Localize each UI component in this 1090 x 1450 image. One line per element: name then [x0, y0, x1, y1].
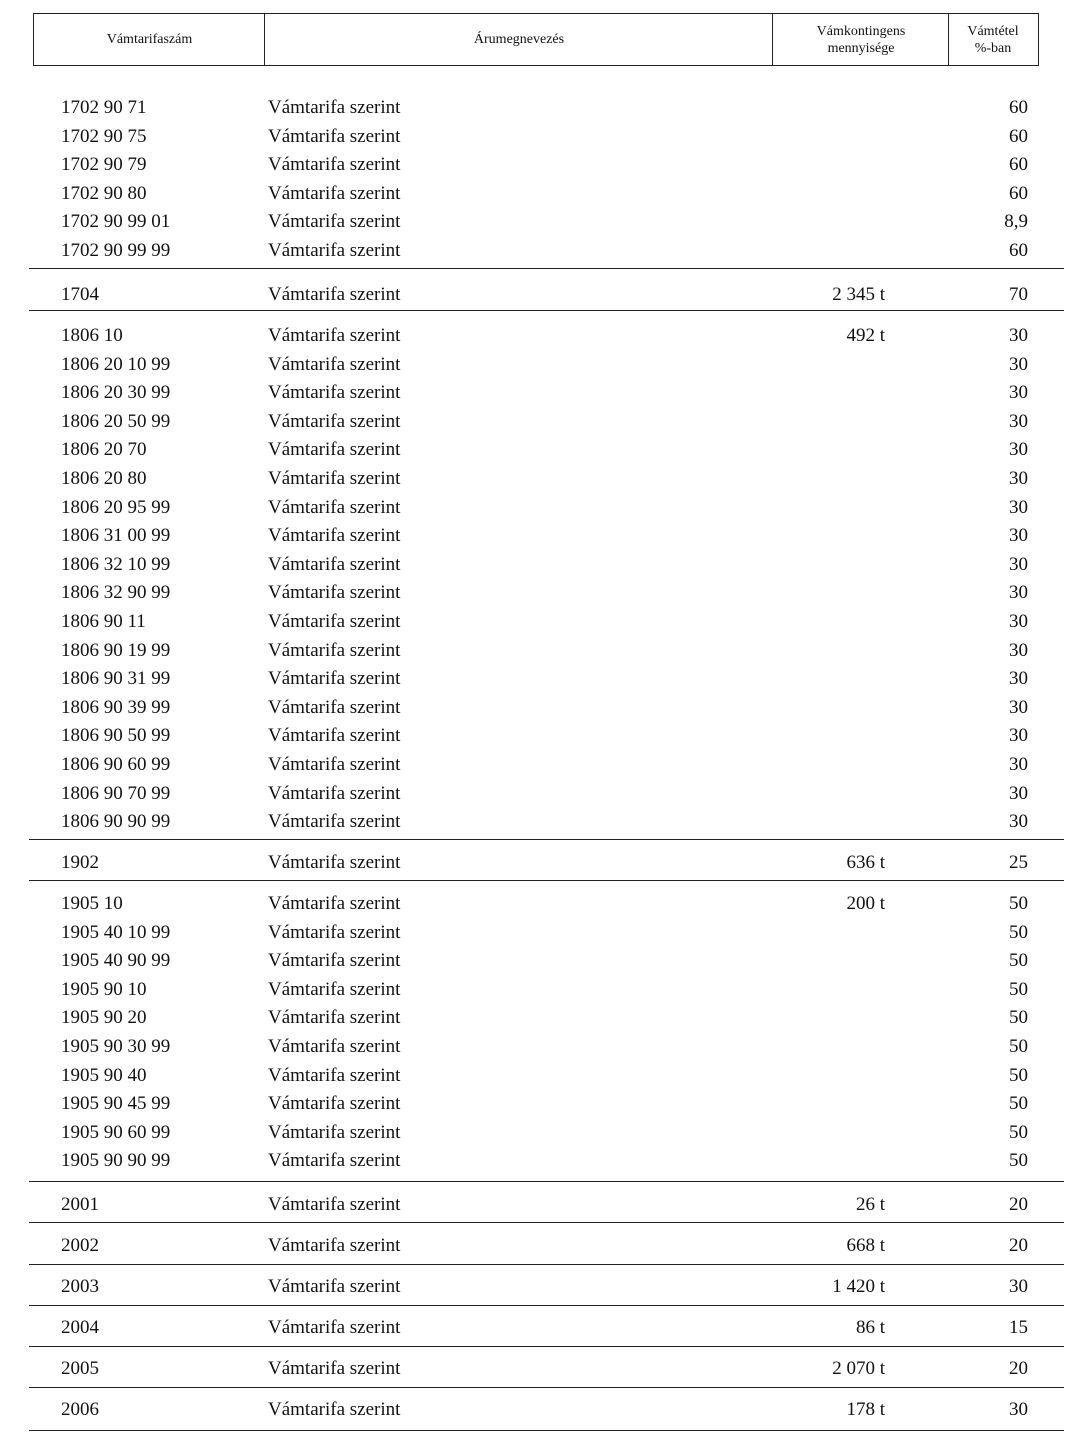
duty-rate: 30 — [1009, 382, 1028, 404]
table-row — [0, 1273, 1090, 1301]
description: Vámtarifa szerint — [268, 754, 401, 775]
tariff-code: 1806 90 31 99 — [61, 668, 171, 690]
tariff-code: 1806 20 50 99 — [61, 410, 171, 432]
description: Vámtarifa szerint — [268, 240, 401, 261]
tariff-code: 1806 90 70 99 — [61, 782, 171, 804]
table-row — [0, 208, 1090, 236]
tariff-code: 1702 90 79 — [61, 154, 147, 176]
quota-quantity: 26 t — [855, 1194, 885, 1215]
quota-quantity: 668 t — [846, 1235, 885, 1256]
tariff-code: 2005 — [61, 1358, 99, 1379]
header-quota-quantity — [773, 14, 949, 65]
table-row — [0, 322, 1090, 350]
table-row — [0, 1062, 1090, 1090]
description: Vámtarifa szerint — [268, 852, 401, 873]
duty-rate: 60 — [1009, 240, 1028, 261]
header-tariff-number: Vámtarifaszám — [106, 32, 193, 47]
quota-quantity: 200 t — [846, 893, 885, 914]
duty-rate: 30 — [1009, 754, 1028, 775]
tariff-code: 2006 — [61, 1399, 99, 1420]
table-row — [0, 1119, 1090, 1147]
description: Vámtarifa szerint — [268, 154, 401, 176]
description: Vámtarifa szerint — [268, 1150, 401, 1172]
table-row — [0, 151, 1090, 179]
description: Vámtarifa szerint — [268, 582, 401, 604]
tariff-code: 1806 90 60 99 — [61, 754, 171, 775]
duty-rate: 30 — [1009, 696, 1028, 718]
duty-rate: 15 — [1009, 1317, 1028, 1338]
description: Vámtarifa szerint — [268, 468, 401, 489]
tariff-code: 1806 20 95 99 — [61, 496, 171, 518]
description: Vámtarifa szerint — [268, 1235, 401, 1256]
description: Vámtarifa szerint — [268, 1064, 401, 1086]
duty-rate: 8,9 — [1004, 211, 1028, 233]
tariff-code: 1806 10 — [61, 325, 123, 346]
duty-rate: 50 — [1009, 950, 1028, 972]
tariff-code: 1806 31 00 99 — [61, 525, 171, 547]
table-row — [0, 94, 1090, 122]
duty-rate: 30 — [1009, 582, 1028, 604]
duty-rate: 50 — [1009, 1036, 1028, 1057]
quota-quantity: 636 t — [846, 852, 885, 873]
group-divider — [29, 1430, 1064, 1431]
group-divider — [29, 268, 1064, 269]
tariff-code: 1806 90 11 — [61, 611, 146, 632]
tariff-code: 1905 90 90 99 — [61, 1150, 171, 1172]
quota-quantity: 1 420 t — [832, 1276, 885, 1297]
duty-rate: 50 — [1009, 1007, 1028, 1029]
group-divider — [29, 1305, 1064, 1306]
duty-rate: 30 — [1009, 325, 1028, 346]
tariff-code: 1806 20 10 99 — [61, 353, 171, 375]
tariff-code: 1806 20 80 — [61, 468, 147, 489]
duty-rate: 20 — [1009, 1235, 1028, 1256]
duty-rate: 50 — [1009, 1150, 1028, 1172]
table-row — [0, 1232, 1090, 1260]
table-row — [0, 551, 1090, 579]
group-divider — [29, 1181, 1064, 1182]
tariff-code: 2004 — [61, 1317, 99, 1338]
table-row — [0, 976, 1090, 1004]
table-row — [0, 408, 1090, 436]
description: Vámtarifa szerint — [268, 668, 401, 690]
table-row — [0, 890, 1090, 918]
tariff-code: 1806 90 39 99 — [61, 696, 171, 718]
duty-rate: 30 — [1009, 439, 1028, 461]
table-row — [0, 436, 1090, 464]
table-row — [0, 919, 1090, 947]
table-row — [0, 379, 1090, 407]
duty-rate: 50 — [1009, 1121, 1028, 1143]
table-row — [0, 281, 1090, 309]
quota-quantity: 178 t — [846, 1399, 885, 1420]
table-row — [0, 1355, 1090, 1383]
table-row — [0, 522, 1090, 550]
tariff-code: 1806 20 30 99 — [61, 382, 171, 404]
description: Vámtarifa szerint — [268, 1399, 401, 1420]
tariff-code: 2002 — [61, 1235, 99, 1256]
tariff-code: 1702 90 99 99 — [61, 240, 171, 261]
description: Vámtarifa szerint — [268, 611, 401, 632]
duty-rate: 30 — [1009, 496, 1028, 518]
duty-rate: 20 — [1009, 1194, 1028, 1215]
table-row — [0, 237, 1090, 265]
table-row — [0, 722, 1090, 750]
description: Vámtarifa szerint — [268, 211, 401, 233]
tariff-code: 1905 90 30 99 — [61, 1036, 171, 1057]
description: Vámtarifa szerint — [268, 1093, 401, 1115]
group-divider — [29, 310, 1064, 311]
description: Vámtarifa szerint — [268, 1194, 401, 1215]
description: Vámtarifa szerint — [268, 496, 401, 518]
table-row — [0, 1004, 1090, 1032]
description: Vámtarifa szerint — [268, 639, 401, 661]
description: Vámtarifa szerint — [268, 353, 401, 375]
tariff-code: 1806 90 19 99 — [61, 639, 171, 661]
table-row — [0, 849, 1090, 877]
description: Vámtarifa szerint — [268, 553, 401, 575]
table-row — [0, 751, 1090, 779]
duty-rate: 30 — [1009, 782, 1028, 804]
description: Vámtarifa szerint — [268, 978, 401, 1000]
table-row — [0, 1147, 1090, 1175]
tariff-code: 1702 90 99 01 — [61, 211, 171, 233]
description: Vámtarifa szerint — [268, 782, 401, 804]
tariff-code: 1806 32 90 99 — [61, 582, 171, 604]
quota-quantity: 2 345 t — [832, 284, 885, 305]
table-row — [0, 123, 1090, 151]
duty-rate: 30 — [1009, 553, 1028, 575]
table-row — [0, 1090, 1090, 1118]
duty-rate: 60 — [1009, 125, 1028, 147]
duty-rate: 50 — [1009, 978, 1028, 1000]
tariff-code: 1806 90 50 99 — [61, 725, 171, 747]
description: Vámtarifa szerint — [268, 921, 401, 943]
table-row — [0, 1314, 1090, 1342]
group-divider — [29, 839, 1064, 840]
table-row — [0, 608, 1090, 636]
group-divider — [29, 880, 1064, 881]
tariff-code: 1704 — [61, 284, 99, 305]
description: Vámtarifa szerint — [268, 696, 401, 718]
duty-rate: 30 — [1009, 811, 1028, 833]
description: Vámtarifa szerint — [268, 1317, 401, 1338]
table-row — [0, 808, 1090, 836]
duty-rate: 30 — [1009, 668, 1028, 690]
table-row — [0, 1191, 1090, 1219]
duty-rate: 30 — [1009, 353, 1028, 375]
duty-rate: 60 — [1009, 182, 1028, 204]
table-row — [0, 1396, 1090, 1424]
quota-quantity: 2 070 t — [832, 1358, 885, 1379]
group-divider — [29, 1346, 1064, 1347]
duty-rate: 25 — [1009, 852, 1028, 873]
header-quota-line1: Vámkontingens — [816, 23, 906, 39]
tariff-code: 1905 10 — [61, 893, 123, 914]
description: Vámtarifa szerint — [268, 125, 401, 147]
duty-rate: 60 — [1009, 154, 1028, 176]
tariff-code: 1806 32 10 99 — [61, 553, 171, 575]
duty-rate: 70 — [1009, 284, 1028, 305]
tariff-code: 1702 90 71 — [61, 97, 147, 118]
tariff-code: 1905 90 10 — [61, 978, 147, 1000]
tariff-code: 1905 40 10 99 — [61, 921, 171, 943]
description: Vámtarifa szerint — [268, 382, 401, 404]
table-row — [0, 665, 1090, 693]
header-duty-rate — [949, 14, 1037, 65]
tariff-code: 1905 40 90 99 — [61, 950, 171, 972]
duty-rate: 30 — [1009, 1399, 1028, 1420]
duty-rate: 30 — [1009, 525, 1028, 547]
table-row — [0, 465, 1090, 493]
description: Vámtarifa szerint — [268, 1276, 401, 1297]
tariff-code: 1902 — [61, 852, 99, 873]
description: Vámtarifa szerint — [268, 525, 401, 547]
description: Vámtarifa szerint — [268, 725, 401, 747]
tariff-code: 2003 — [61, 1276, 99, 1297]
duty-rate: 20 — [1009, 1358, 1028, 1379]
description: Vámtarifa szerint — [268, 811, 401, 833]
header-description: Árumegnevezés — [473, 32, 565, 47]
duty-rate: 50 — [1009, 921, 1028, 943]
description: Vámtarifa szerint — [268, 182, 401, 204]
table-row — [0, 637, 1090, 665]
table-row — [0, 947, 1090, 975]
table-row — [0, 494, 1090, 522]
description: Vámtarifa szerint — [268, 1121, 401, 1143]
tariff-code: 2001 — [61, 1194, 99, 1215]
description: Vámtarifa szerint — [268, 325, 401, 346]
group-divider — [29, 1222, 1064, 1223]
group-divider — [29, 1387, 1064, 1388]
table-header — [33, 13, 1039, 66]
duty-rate: 60 — [1009, 97, 1028, 118]
tariff-code: 1905 90 60 99 — [61, 1121, 171, 1143]
description: Vámtarifa szerint — [268, 410, 401, 432]
description: Vámtarifa szerint — [268, 1007, 401, 1029]
table-row — [0, 780, 1090, 808]
duty-rate: 30 — [1009, 725, 1028, 747]
header-rate-line2: %-ban — [974, 40, 1012, 56]
table-row — [0, 1033, 1090, 1061]
tariff-code: 1905 90 45 99 — [61, 1093, 171, 1115]
duty-rate: 30 — [1009, 639, 1028, 661]
duty-rate: 30 — [1009, 1276, 1028, 1297]
duty-rate: 50 — [1009, 1093, 1028, 1115]
description: Vámtarifa szerint — [268, 1036, 401, 1057]
tariff-code: 1905 90 20 — [61, 1007, 147, 1029]
header-quota-line2: mennyisége — [827, 40, 895, 56]
description: Vámtarifa szerint — [268, 439, 401, 461]
tariff-code: 1806 90 90 99 — [61, 811, 171, 833]
duty-rate: 30 — [1009, 611, 1028, 632]
quota-quantity: 86 t — [855, 1317, 885, 1338]
tariff-code: 1702 90 80 — [61, 182, 147, 204]
tariff-code: 1702 90 75 — [61, 125, 147, 147]
tariff-code: 1806 20 70 — [61, 439, 147, 461]
group-divider — [29, 1264, 1064, 1265]
table-row — [0, 180, 1090, 208]
tariff-code: 1905 90 40 — [61, 1064, 147, 1086]
description: Vámtarifa szerint — [268, 1358, 401, 1379]
description: Vámtarifa szerint — [268, 893, 401, 914]
table-row — [0, 351, 1090, 379]
description: Vámtarifa szerint — [268, 97, 401, 118]
duty-rate: 30 — [1009, 468, 1028, 489]
table-row — [0, 694, 1090, 722]
table-row — [0, 579, 1090, 607]
header-rate-line1: Vámtétel — [967, 23, 1019, 39]
duty-rate: 30 — [1009, 410, 1028, 432]
quota-quantity: 492 t — [846, 325, 885, 346]
duty-rate: 50 — [1009, 1064, 1028, 1086]
description: Vámtarifa szerint — [268, 950, 401, 972]
description: Vámtarifa szerint — [268, 284, 401, 305]
duty-rate: 50 — [1009, 893, 1028, 914]
